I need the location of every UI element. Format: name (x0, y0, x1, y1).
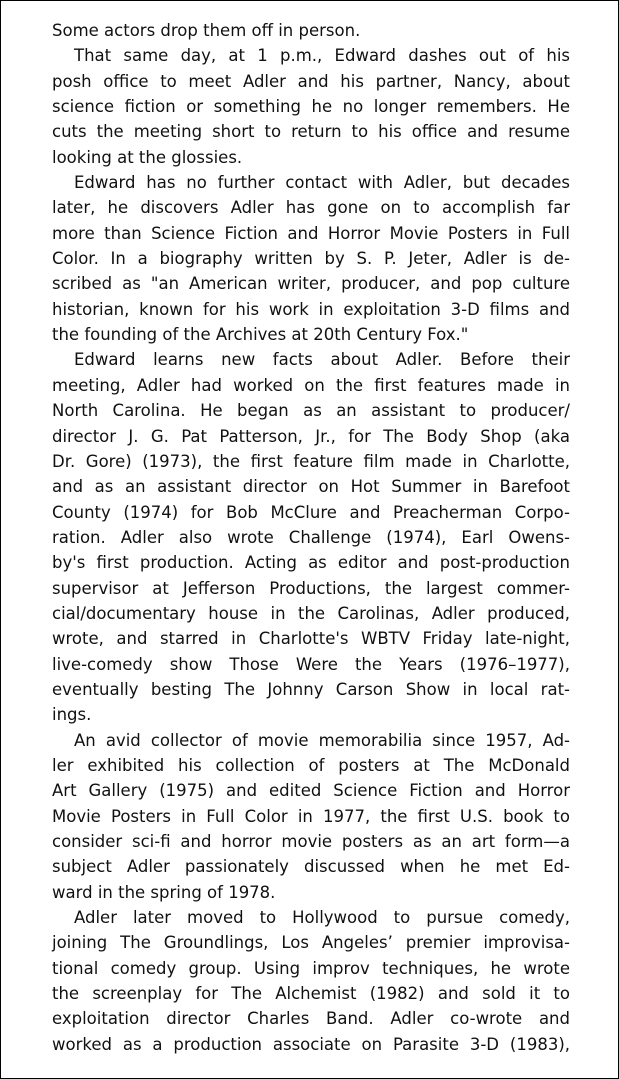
paragraph (52, 728, 570, 905)
text-line: That same day, at 1 p.m., Edward dashes out of his (74, 46, 570, 66)
text-line: historian, known for his work in exploitation 3-D films and (52, 299, 570, 319)
text-line: meeting, Adler had worked on the first features made in (52, 375, 570, 395)
text-line: director J. G. Pat Patterson, Jr., for The Body Shop (aka (52, 426, 570, 446)
text-line: scribed as "an American writer, producer, and pop culture (52, 274, 570, 294)
paragraph (52, 43, 570, 170)
text-line: An avid collector of movie memorabilia since 1957, Ad- (74, 730, 570, 750)
text-line: subject Adler passionately discussed when he met Ed- (52, 857, 570, 877)
text-line: supervisor at Jefferson Productions, the largest commer- (52, 578, 570, 598)
text-line: County (1974) for Bob McClure and Preacherman Corpo- (52, 502, 570, 522)
text-line: Adler later moved to Hollywood to pursue comedy, (74, 908, 570, 928)
text-line: Movie Posters in Full Color in 1977, the first U.S. book to (52, 806, 570, 826)
text-line: worked as a production associate on Parasite 3-D (1983), (52, 1034, 570, 1054)
text-line: the screenplay for The Alchemist (1982) and sold it to (52, 984, 570, 1004)
text-line: Color. In a biography written by S. P. Jeter, Adler is de- (52, 249, 570, 269)
text-line: exploitation director Charles Band. Adler co-wrote and (52, 1009, 570, 1029)
text-line: eventually besting The Johnny Carson Show in local rat- (52, 679, 570, 699)
text-line: North Carolina. He began as an assistant to producer/ (52, 401, 570, 421)
text-line: more than Science Fiction and Horror Movie Posters in Full (52, 223, 570, 243)
text-line: consider sci-fi and horror movie posters as an art form—a (52, 832, 570, 851)
text-line: Some actors drop them off in person. (52, 21, 361, 40)
text-line: ration. Adler also wrote Challenge (1974), Earl Owens- (52, 527, 570, 547)
text-line: ward in the spring of 1978. (52, 882, 276, 902)
text-line: later, he discovers Adler has gone on to accomplish far (52, 198, 570, 218)
text-line: ler exhibited his collection of posters at The McDonald (52, 755, 570, 775)
text-line: live-comedy show Those Were the Years (1976–1977), (52, 654, 570, 674)
body-text (52, 18, 570, 1057)
text-line: posh office to meet Adler and his partner, Nancy, about (52, 71, 570, 91)
text-line: wrote, and starred in Charlotte's WBTV Friday late-night, (52, 629, 570, 649)
text-line: tional comedy group. Using improv techniques, he wrote (52, 958, 570, 978)
text-line: and as an assistant director on Hot Summer in Barefoot (52, 477, 570, 497)
text-line: by's first production. Acting as editor and post-production (52, 553, 570, 573)
text-line: the founding of the Archives at 20th Century Fox." (52, 325, 469, 345)
paragraph (52, 170, 570, 347)
text-line: cuts the meeting short to return to his office and resume (52, 122, 570, 142)
paragraph (52, 347, 570, 727)
text-line: Edward has no further contact with Adler, but decades (74, 173, 570, 193)
paragraph (52, 18, 570, 43)
text-line: cial/documentary house in the Carolinas, Adler produced, (52, 603, 570, 623)
text-line: Edward learns new facts about Adler. Before their (74, 350, 570, 370)
text-line: ings. (52, 705, 92, 725)
text-line: Dr. Gore) (1973), the first feature film made in Charlotte, (52, 451, 570, 471)
text-line: science fiction or something he no longer remembers. He (52, 97, 570, 117)
paragraph (52, 905, 570, 1057)
text-line: looking at the glossies. (52, 147, 243, 167)
text-line: Art Gallery (1975) and edited Science Fiction and Horror (52, 781, 570, 801)
text-line: joining The Groundlings, Los Angeles’ premier improvisa- (52, 933, 570, 953)
